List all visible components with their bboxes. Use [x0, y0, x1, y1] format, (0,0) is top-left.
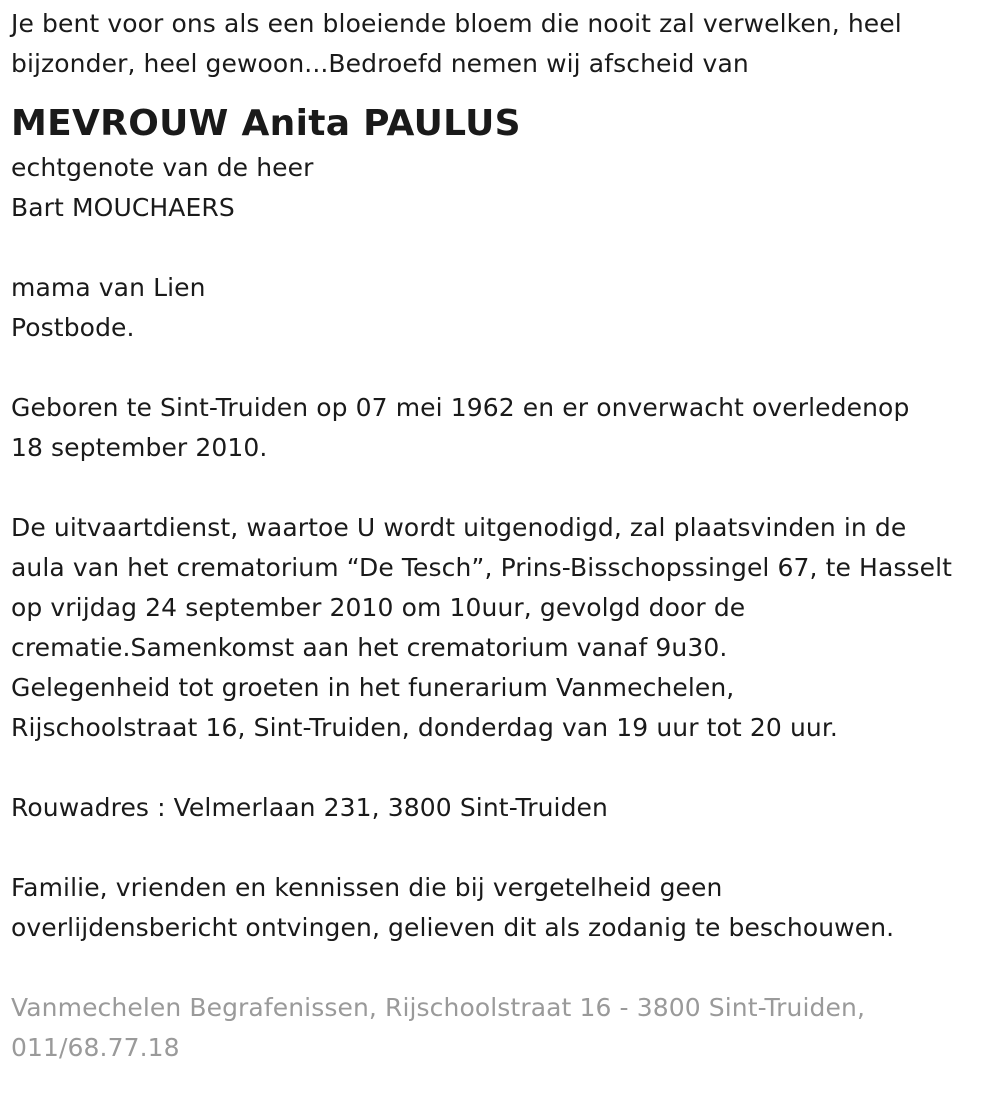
spacer: [11, 228, 996, 268]
footer-line: Vanmechelen Begrafenissen, Rijschoolstraat 16 - 3800 Sint-Truiden,: [11, 993, 865, 1022]
service-line: Gelegenheid tot groeten in het funerarium Vanmechelen,: [11, 673, 735, 702]
spacer: [11, 348, 996, 388]
relations-line: Postbode.: [11, 313, 135, 342]
spacer: [11, 828, 996, 868]
spacer: [11, 948, 996, 988]
service-line: crematie.Samenkomst aan het crematorium vanaf 9u30.: [11, 633, 728, 662]
deceased-name: MEVROUW Anita PAULUS: [11, 103, 521, 144]
service-block: [11, 508, 996, 748]
notice-line: overlijdensbericht ontvingen, gelieven dit als zodanig te beschouwen.: [11, 913, 895, 942]
service-line: aula van het crematorium “De Tesch”, Prins-Bisschopssingel 67, te Hasselt: [11, 553, 953, 582]
obituary-notice: [11, 4, 996, 1068]
intro-line: Je bent voor ons als een bloeiende bloem die nooit zal verwelken, heel: [11, 9, 902, 38]
mourning-address: Rouwadres : Velmerlaan 231, 3800 Sint-Truiden: [11, 793, 608, 822]
intro-line: bijzonder, heel gewoon...Bedroefd nemen wij afscheid van: [11, 49, 749, 78]
footer-line: 011/68.77.18: [11, 1033, 180, 1062]
dates-line: 18 september 2010.: [11, 433, 268, 462]
relations-line: mama van Lien: [11, 273, 206, 302]
intro-text: [11, 4, 996, 84]
service-line: De uitvaartdienst, waartoe U wordt uitgenodigd, zal plaatsvinden in de: [11, 513, 907, 542]
relations-block: [11, 268, 996, 348]
dates-block: [11, 388, 996, 468]
notice-block: [11, 868, 996, 948]
spouse-line: Bart MOUCHAERS: [11, 193, 235, 222]
service-line: Rijschoolstraat 16, Sint-Truiden, donderdag van 19 uur tot 20 uur.: [11, 713, 838, 742]
notice-line: Familie, vrienden en kennissen die bij vergetelheid geen: [11, 873, 723, 902]
service-line: op vrijdag 24 september 2010 om 10uur, gevolgd door de: [11, 593, 746, 622]
spouse-line: echtgenote van de heer: [11, 153, 314, 182]
spouse-block: [11, 148, 996, 228]
spacer: [11, 748, 996, 788]
dates-line: Geboren te Sint-Truiden op 07 mei 1962 en er onverwacht overledenop: [11, 393, 910, 422]
funeral-home-footer: [11, 988, 996, 1068]
spacer: [11, 468, 996, 508]
